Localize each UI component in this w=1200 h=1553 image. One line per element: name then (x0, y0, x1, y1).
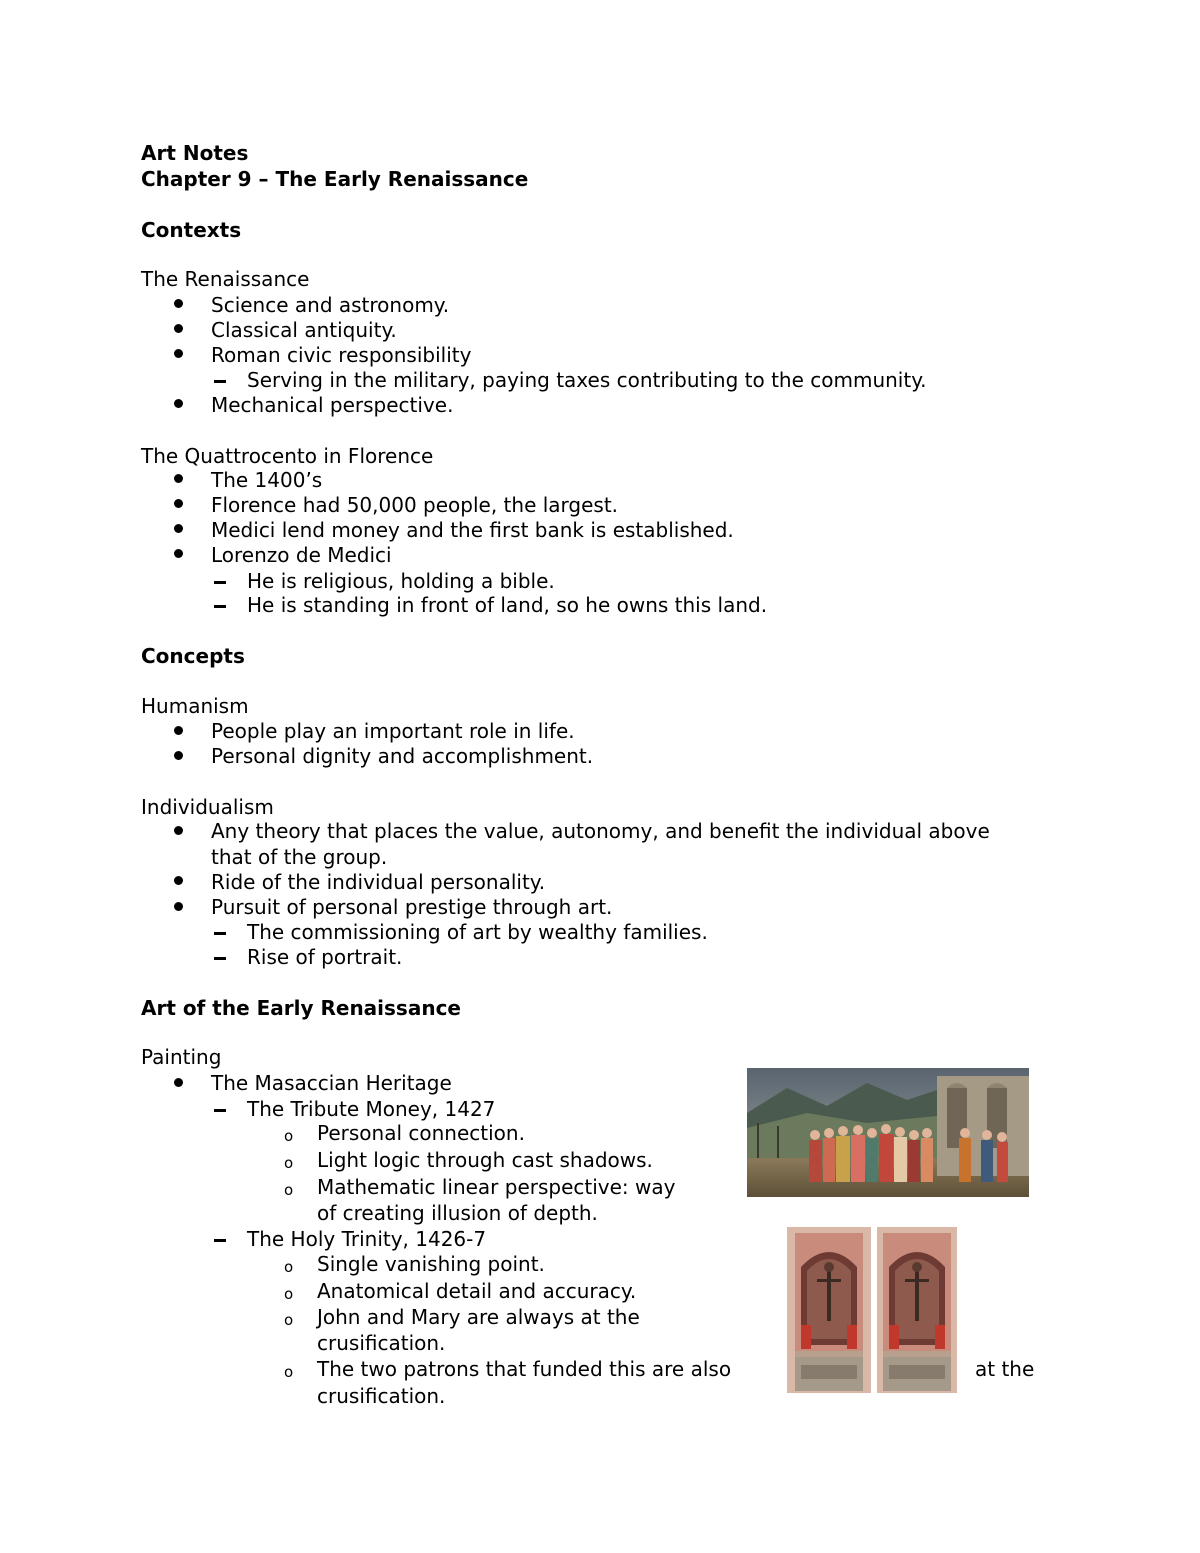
list-subsubitem: Personal connection. (317, 1121, 525, 1145)
list-subsubitem-tail: at the (975, 1357, 1035, 1381)
list-item: Roman civic responsibility (211, 343, 472, 367)
circle-bullet-icon: o (284, 1258, 294, 1276)
list-subitem: He is standing in front of land, so he owns this land. (247, 593, 768, 617)
list-item-continuation: that of the group. (211, 845, 388, 869)
subsection-title-quattrocento: The Quattrocento in Florence (141, 444, 434, 468)
dash-bullet-icon (214, 1239, 226, 1242)
bullet-icon (174, 324, 183, 333)
section-heading-contexts: Contexts (141, 218, 242, 242)
subsection-title-painting: Painting (141, 1045, 222, 1069)
bullet-icon (174, 299, 183, 308)
list-subsubitem-continuation: crusification. (317, 1384, 446, 1408)
list-subsubitem: Light logic through cast shadows. (317, 1148, 653, 1172)
dash-bullet-icon (214, 605, 226, 608)
subsection-title-humanism: Humanism (141, 694, 249, 718)
bullet-icon (174, 902, 183, 911)
circle-bullet-icon: o (284, 1285, 294, 1303)
holy-trinity-image-right (877, 1227, 957, 1393)
list-subsubitem: Single vanishing point. (317, 1252, 545, 1276)
list-subitem: Rise of portrait. (247, 945, 403, 969)
section-heading-concepts: Concepts (141, 644, 245, 668)
list-item: Classical antiquity. (211, 318, 397, 342)
bullet-icon (174, 751, 183, 760)
list-item: Ride of the individual personality. (211, 870, 546, 894)
list-item: Pursuit of personal prestige through art. (211, 895, 613, 919)
list-subsubitem: The two patrons that funded this are also (317, 1357, 732, 1381)
section-heading-art: Art of the Early Renaissance (141, 996, 461, 1020)
chapter-heading: Chapter 9 – The Early Renaissance (141, 167, 529, 191)
list-item: People play an important role in life. (211, 719, 575, 743)
circle-bullet-icon: o (284, 1311, 294, 1329)
circle-bullet-icon: o (284, 1154, 294, 1172)
holy-trinity-image-left (787, 1227, 871, 1393)
dash-bullet-icon (214, 957, 226, 960)
dash-bullet-icon (214, 380, 226, 383)
list-item: Mechanical perspective. (211, 393, 454, 417)
list-item: Florence had 50,000 people, the largest. (211, 493, 619, 517)
list-subitem: The Tribute Money, 1427 (247, 1097, 496, 1121)
list-subsubitem: Mathematic linear perspective: way (317, 1175, 676, 1199)
list-subitem: The Holy Trinity, 1426-7 (247, 1227, 487, 1251)
circle-bullet-icon: o (284, 1181, 294, 1199)
holy-trinity-painting-right (877, 1227, 957, 1393)
bullet-icon (174, 1078, 183, 1087)
list-subsubitem-continuation: of creating illusion of depth. (317, 1201, 598, 1225)
document-title: Art Notes (141, 141, 249, 165)
dash-bullet-icon (214, 1109, 226, 1112)
list-item: Any theory that places the value, autonomy, and benefit the individual above (211, 819, 990, 843)
bullet-icon (174, 499, 183, 508)
bullet-icon (174, 549, 183, 558)
list-subitem: He is religious, holding a bible. (247, 569, 555, 593)
bullet-icon (174, 876, 183, 885)
list-subsubitem: John and Mary are always at the (317, 1305, 640, 1329)
list-item: Science and astronomy. (211, 293, 450, 317)
list-item: Personal dignity and accomplishment. (211, 744, 594, 768)
list-item: The 1400’s (211, 468, 323, 492)
bullet-icon (174, 349, 183, 358)
list-subitem: The commissioning of art by wealthy families. (247, 920, 708, 944)
tribute-money-image (747, 1068, 1029, 1197)
tribute-money-painting (747, 1068, 1029, 1197)
dash-bullet-icon (214, 581, 226, 584)
dash-bullet-icon (214, 932, 226, 935)
bullet-icon (174, 826, 183, 835)
subsection-title-renaissance: The Renaissance (141, 267, 310, 291)
bullet-icon (174, 474, 183, 483)
holy-trinity-painting-left (787, 1227, 871, 1393)
list-subsubitem-continuation: crusification. (317, 1331, 446, 1355)
list-subitem: Serving in the military, paying taxes contributing to the community. (247, 368, 927, 392)
list-item: Medici lend money and the first bank is established. (211, 518, 734, 542)
circle-bullet-icon: o (284, 1363, 294, 1381)
list-item: The Masaccian Heritage (211, 1071, 452, 1095)
subsection-title-individualism: Individualism (141, 795, 274, 819)
list-item: Lorenzo de Medici (211, 543, 392, 567)
circle-bullet-icon: o (284, 1127, 294, 1145)
list-subsubitem: Anatomical detail and accuracy. (317, 1279, 637, 1303)
bullet-icon (174, 524, 183, 533)
bullet-icon (174, 399, 183, 408)
bullet-icon (174, 726, 183, 735)
